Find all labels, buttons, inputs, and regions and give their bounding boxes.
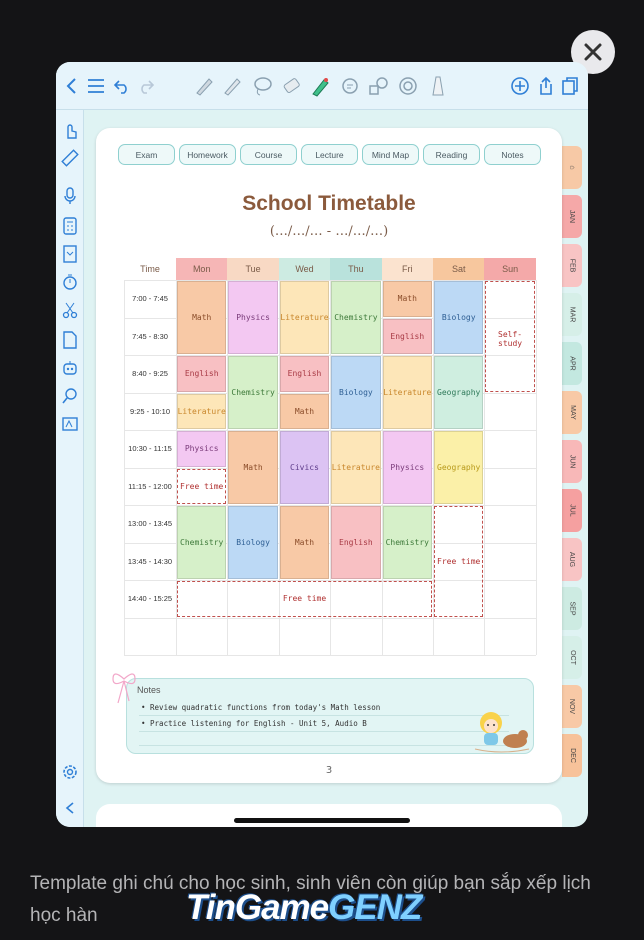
lasso-icon[interactable]	[250, 74, 274, 98]
scissors-icon[interactable]	[60, 300, 80, 320]
timer-icon[interactable]	[60, 272, 80, 292]
month-tab-jan[interactable]	[562, 195, 582, 238]
month-tab-jun[interactable]	[562, 440, 582, 483]
month-tab-label: JUN	[568, 454, 576, 469]
note-item[interactable]: • Practice listening for English - Unit 5, Audio B	[141, 719, 367, 728]
month-tab-label: APR	[568, 356, 576, 371]
class-block-civics[interactable]: Civics	[280, 431, 329, 504]
girl-with-dog-sticker	[471, 709, 533, 755]
home-icon: ⌂	[568, 165, 576, 170]
month-tab-label: MAY	[568, 405, 576, 420]
time-slot-label: 11:15 - 12:00	[128, 481, 172, 491]
day-header-fri: Fri	[382, 258, 433, 280]
time-slot-label: 13:00 - 13:45	[127, 519, 173, 529]
class-block-math[interactable]: Math	[280, 394, 329, 430]
time-slot-label: 7:00 - 7:45	[132, 294, 168, 304]
left-sidebar	[56, 110, 84, 827]
note-rule	[139, 715, 509, 716]
month-tab-nov[interactable]	[562, 685, 582, 728]
class-block-math[interactable]: Math	[177, 281, 226, 354]
month-tab-may[interactable]	[562, 391, 582, 434]
ruler-tool-icon[interactable]	[60, 148, 80, 168]
watermark-logo	[186, 888, 421, 928]
month-tab-label: MAR	[568, 306, 576, 323]
pencil-icon[interactable]	[220, 74, 244, 98]
notes-box	[126, 678, 534, 754]
robot-icon[interactable]	[60, 358, 80, 378]
class-block-math[interactable]: Math	[280, 506, 329, 579]
month-tab-label: JAN	[568, 209, 576, 224]
add-icon[interactable]	[508, 74, 532, 98]
class-block-chemistry[interactable]: Chemistry	[177, 506, 226, 579]
home-tab[interactable]	[562, 146, 582, 189]
date-range[interactable]: (…/…/… - …/…/…)	[269, 224, 389, 239]
class-block-english[interactable]: English	[177, 356, 226, 392]
day-header-sat: Sat	[433, 258, 484, 280]
class-block-math[interactable]: Math	[228, 431, 277, 504]
pages-icon[interactable]	[558, 74, 582, 98]
class-block-biology[interactable]: Biology	[228, 506, 277, 579]
page-title: School Timetable	[242, 192, 416, 215]
caption-text: Template ghi chú cho học sinh, sinh viên còn giúp bạn sắp xếp lịch học hàn	[30, 873, 591, 926]
day-header-sun: Sun	[484, 258, 535, 280]
grid-col-line	[536, 280, 537, 655]
settings-icon[interactable]	[60, 762, 80, 782]
class-block-physics[interactable]: Physics	[177, 431, 226, 467]
class-block-geography[interactable]: Geography	[434, 356, 483, 429]
tab-exam[interactable]: Exam	[118, 144, 175, 165]
search-icon[interactable]	[60, 386, 80, 406]
time-slot-label: 8:40 - 9:25	[132, 369, 168, 379]
sticker-icon[interactable]	[338, 74, 362, 98]
timetable-page	[96, 128, 562, 783]
ruler-icon[interactable]	[426, 74, 450, 98]
class-block-chemistry[interactable]: Chemistry	[228, 356, 277, 429]
day-header-mon: Mon	[176, 258, 227, 280]
free-block-free-time[interactable]: Free time	[177, 469, 226, 505]
day-header-thu: Thu	[330, 258, 381, 280]
month-tab-label: JUL	[568, 504, 576, 517]
eraser-icon[interactable]	[280, 74, 304, 98]
class-block-literature[interactable]: Literature	[331, 431, 380, 504]
tab-reading[interactable]: Reading	[423, 144, 480, 165]
class-block-chemistry[interactable]: Chemistry	[383, 506, 432, 579]
highlighter-icon[interactable]	[308, 74, 332, 98]
month-tab-sep[interactable]	[562, 587, 582, 630]
calculator-icon[interactable]	[60, 216, 80, 236]
month-tab-jul[interactable]	[562, 489, 582, 532]
class-block-english[interactable]: English	[331, 506, 380, 579]
month-tab-label: OCT	[568, 650, 576, 665]
class-block-literature[interactable]: Literature	[177, 394, 226, 430]
note-item[interactable]: • Review quadratic functions from today's Math lesson	[141, 703, 381, 712]
pen-icon[interactable]	[192, 74, 216, 98]
watermark-part1: TinGame	[186, 888, 329, 927]
target-icon[interactable]	[396, 74, 420, 98]
class-block-literature[interactable]: Literature	[280, 281, 329, 354]
undo-icon[interactable]	[110, 74, 134, 98]
class-block-physics[interactable]: Physics	[228, 281, 277, 354]
time-header: Time	[140, 264, 160, 274]
month-tab-label: SEP	[568, 601, 576, 616]
free-block-free-time[interactable]: Free time	[434, 506, 483, 617]
tab-lecture[interactable]: Lecture	[301, 144, 358, 165]
next-page-preview[interactable]	[96, 804, 562, 827]
class-block-biology[interactable]: Biology	[331, 356, 380, 429]
tab-mind-map[interactable]: Mind Map	[362, 144, 419, 165]
time-slot-label: 9:25 - 10:10	[129, 406, 171, 416]
back-chevron-icon[interactable]	[60, 74, 84, 98]
notes-title: Notes	[137, 685, 161, 695]
class-block-geography[interactable]: Geography	[434, 431, 483, 504]
tab-course[interactable]: Course	[240, 144, 297, 165]
class-block-english[interactable]: English	[383, 319, 432, 355]
top-toolbar	[56, 62, 588, 110]
share-icon[interactable]	[534, 74, 558, 98]
timetable-grid	[124, 258, 536, 658]
month-tab-apr[interactable]	[562, 342, 582, 385]
menu-icon[interactable]	[84, 74, 108, 98]
time-slot-label: 13:45 - 14:30	[127, 556, 173, 566]
close-icon	[583, 42, 603, 62]
month-tab-feb[interactable]	[562, 244, 582, 287]
day-header-wed: Wed	[279, 258, 330, 280]
month-tab-label: DEC	[568, 748, 576, 763]
month-tab-label: NOV	[568, 698, 576, 715]
tab-notes[interactable]: Notes	[484, 144, 541, 165]
day-header-tue: Tue	[227, 258, 278, 280]
collapse-icon[interactable]	[60, 798, 80, 818]
month-tab-aug[interactable]	[562, 538, 582, 581]
note-rule	[139, 745, 509, 746]
month-tab-dec[interactable]	[562, 734, 582, 777]
class-block-literature[interactable]: Literature	[383, 356, 432, 429]
class-block-biology[interactable]: Biology	[434, 281, 483, 354]
class-block-chemistry[interactable]: Chemistry	[331, 281, 380, 354]
microphone-icon[interactable]	[60, 186, 80, 206]
free-block-self-study[interactable]: Self-study	[485, 281, 534, 392]
gesture-icon[interactable]	[60, 120, 80, 140]
month-tab-label: AUG	[568, 551, 576, 568]
free-block-free-time[interactable]: Free time	[177, 581, 432, 617]
class-block-math[interactable]: Math	[383, 281, 432, 317]
time-slot-label: 10:30 - 11:15	[128, 444, 172, 454]
class-block-physics[interactable]: Physics	[383, 431, 432, 504]
month-tab-label: FEB	[568, 258, 576, 273]
home-indicator[interactable]	[234, 818, 410, 823]
shapes-icon[interactable]	[366, 74, 390, 98]
translate-icon[interactable]	[60, 414, 80, 434]
class-block-english[interactable]: English	[280, 356, 329, 392]
note-text: Review quadratic functions from today's Math lesson	[150, 703, 381, 712]
month-tab-mar[interactable]	[562, 293, 582, 336]
note-text: Practice listening for English - Unit 5, Audio B	[150, 719, 367, 728]
note-rule	[139, 731, 509, 732]
notes-app-window	[56, 62, 588, 827]
redo-icon[interactable]	[134, 74, 158, 98]
tab-homework[interactable]: Homework	[179, 144, 236, 165]
watermark-part2: GENZ	[328, 888, 422, 927]
grid-row-line	[124, 655, 536, 656]
month-tab-oct[interactable]	[562, 636, 582, 679]
document-icon[interactable]	[60, 330, 80, 350]
time-slot-label: 14:40 - 15:25	[127, 594, 173, 604]
category-tabs	[118, 144, 541, 165]
bookmark-icon[interactable]	[60, 244, 80, 264]
page-number: 3	[325, 765, 333, 776]
time-slot-label: 7:45 - 8:30	[132, 331, 168, 341]
bow-icon	[109, 667, 139, 707]
